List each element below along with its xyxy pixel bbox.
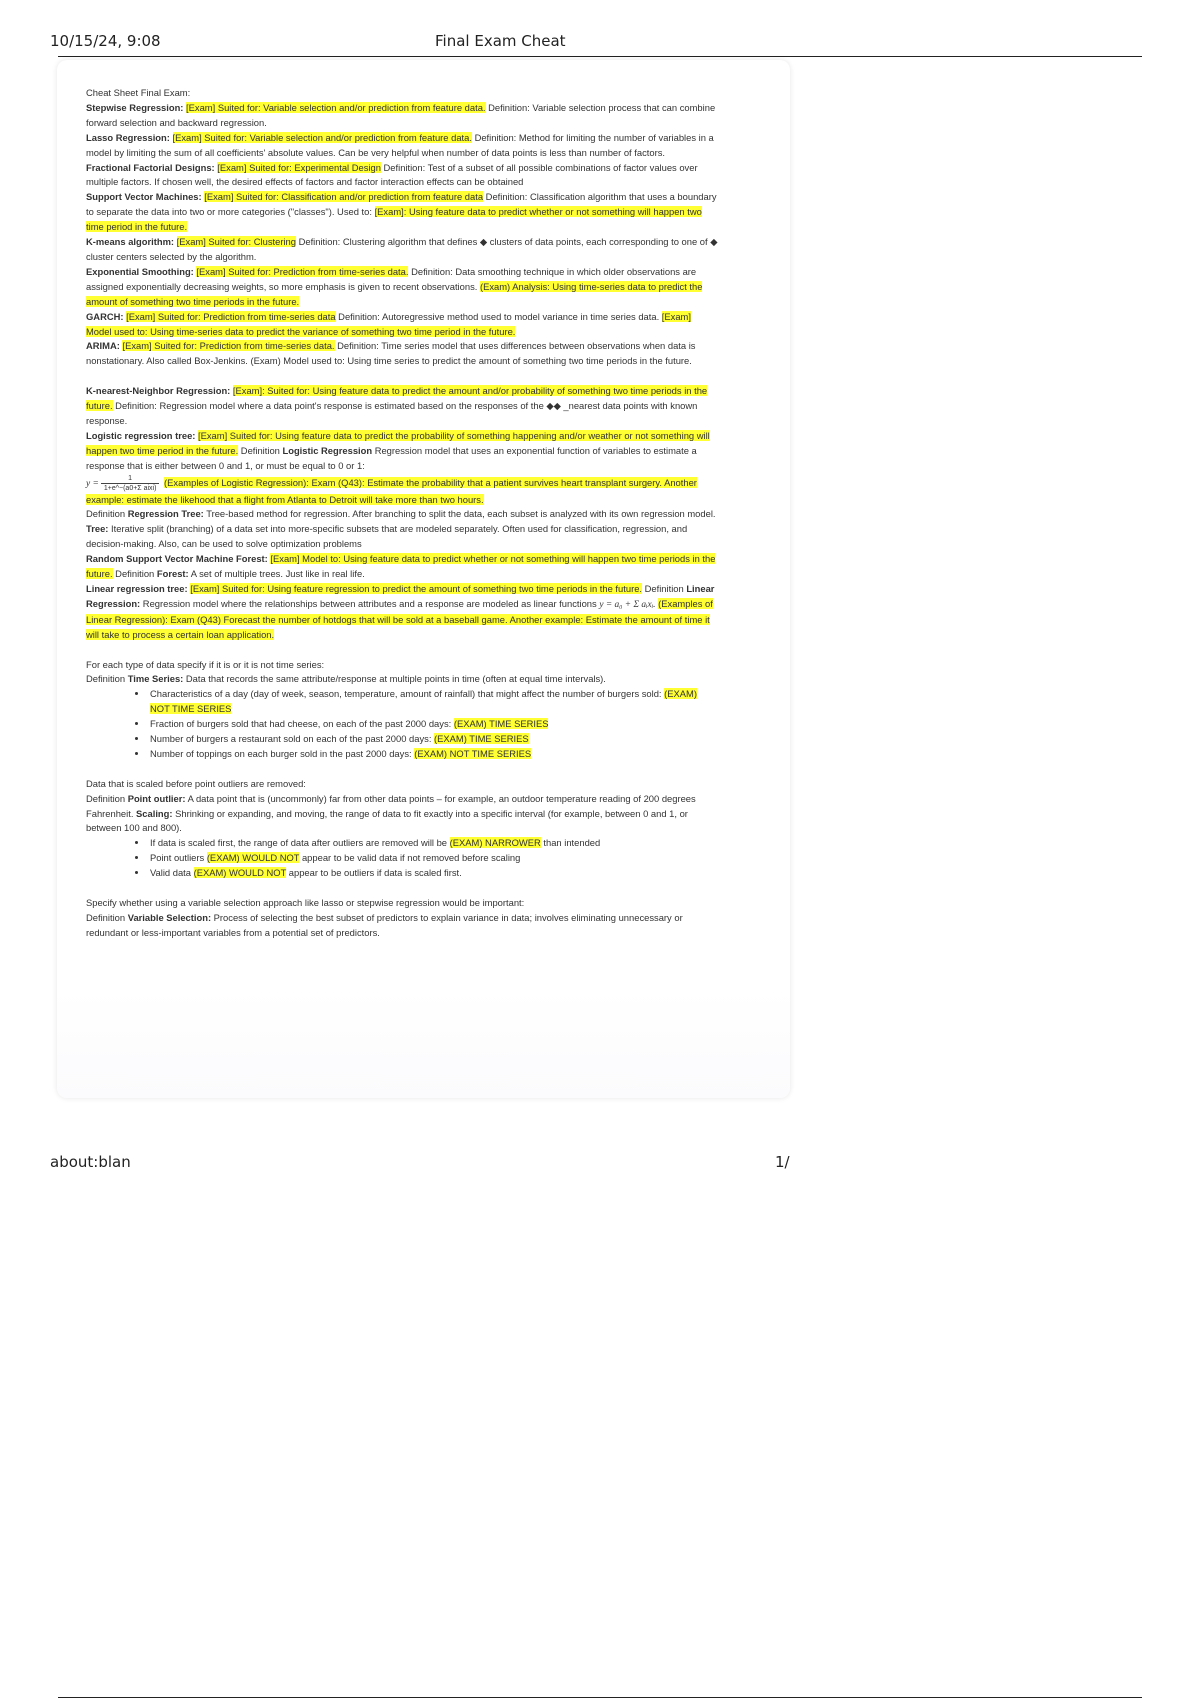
- list-item: • Fraction of burgers sold that had cheese, on each of the past 2000 days: (EXAM) TIME SERIES: [148, 717, 718, 732]
- scaling-list: [86, 836, 718, 881]
- entry-lasso: Lasso Regression: [Exam] Suited for: Variable selection and/or prediction from feature data. Definition: Method for limiting the number of variables in a model by limiting the sum of all coefficients' absolute values. Can be very helpful when number of data points is less than number of factors.: [86, 131, 714, 158]
- print-datetime: 10/15/24, 9:08: [50, 32, 161, 50]
- timeseries-question: For each type of data specify if it is or it is not time series:: [86, 658, 325, 670]
- spacer: [86, 643, 718, 658]
- exam-highlight: (Exam) Analysis: Using time-series data to predict the amount of something two time periods in the future.: [86, 280, 703, 307]
- logistic-equation-fraction: $\frac{1}{\text{1+e\textasciicircum{}−(a0+Σ aixi)}}$: [101, 474, 160, 493]
- footer-divider: [58, 1697, 1142, 1698]
- spacer: [86, 762, 718, 777]
- list-item: • Number of burgers a restaurant sold on each of the past 2000 days: (EXAM) TIME SERIES: [148, 732, 718, 747]
- exam-answer: (EXAM) WOULD NOT: [206, 852, 300, 864]
- spacer: [86, 881, 718, 896]
- exam-highlight: (Examples of Logistic Regression): Exam (Q43): Estimate the probability that a patient survives heart transplant surgery. Another example: estimate the likehood that a flight from Atlanta to Detroit will take more than two hours.: [86, 476, 697, 505]
- exam-answer: (EXAM) NOT TIME SERIES: [414, 747, 532, 759]
- exam-answer: (EXAM) TIME SERIES: [434, 733, 529, 745]
- list-item: • Characteristics of a day (day of week, season, temperature, amount of rainfall) that might affect the number of burgers sold: (EXAM) NOT TIME SERIES: [148, 687, 718, 717]
- varsel-question: Specify whether using a variable selection approach like lasso or stepwise regression would be important:: [86, 896, 525, 908]
- print-url: about:blan: [50, 1153, 131, 1171]
- exam-highlight: [Exam] Suited for: Variable selection and/or prediction from feature data.: [172, 131, 472, 143]
- entry-garch: GARCH: [Exam] Suited for: Prediction from time-series data Definition: Autoregressive method used to model variance in time series data. [Exam] Model used to: Using time-series data to predict the variance of something two time period in the future.: [86, 310, 691, 337]
- logistic-equation-lhs: y =: [86, 478, 99, 489]
- entry-fractional-factorial: Fractional Factorial Designs: [Exam] Suited for: Experimental Design Definition: Test of a subset of all possible combinations of factor values over multiple factors. If chosen well, the desired effects of factors and factor interaction effects can be obtained: [86, 161, 698, 188]
- entry-regression-tree: Definition Regression Tree: Tree-based method for regression. After branching to split the data, each subset is analyzed with its own regression model. Tree: Iterative split (branching) of a data set into more-specific subsets that are modeled separately. Often used for classification, regression, and decision-making. Also, can be used to solve optimization problems: [86, 508, 716, 550]
- exam-highlight: [Exam] Suited for: Clustering: [176, 236, 296, 248]
- logistic-equation-line: [86, 474, 718, 508]
- exam-highlight: [Exam] Model to: Using feature data to predict whether or not something will happen two time periods in the future.: [86, 553, 716, 580]
- exam-highlight: [Exam] Suited for: Variable selection and/or prediction from feature data.: [186, 101, 486, 113]
- list-item: • Valid data (EXAM) WOULD NOT appear to be outliers if data is scaled first.: [148, 866, 718, 881]
- exam-answer: (EXAM) TIME SERIES: [453, 718, 549, 730]
- document-body: [86, 86, 718, 941]
- entry-knn-regression: K-nearest-Neighbor Regression: [Exam]: Suited for: Using feature data to predict the amount and/or probability of something two time periods in the future. Definition: Regression model where a data point's response is estimated based on the responses of the ◆◆ _nearest data points with known response.: [86, 385, 708, 426]
- list-item: • Point outliers (EXAM) WOULD NOT appear to be valid data if not removed before scaling: [148, 851, 718, 866]
- entry-linear-regression: Linear regression tree: [Exam] Suited for: Using feature regression to predict the amount of something two time periods in the future. Definition Linear Regression: Regression model where the relationships between attributes and a response are modeled as linear functions y = a₀ + Σ aᵢxᵢ. (Examples of Linear Regression): Exam (Q43) Forecast the number of hotdogs that will be sold at a baseball game. Another example: Estimate the amount of time it will take to process a certain loan application.: [86, 582, 715, 640]
- scaling-definition: Definition Point outlier: A data point that is (uncommonly) far from other data points – for example, an outdoor temperature reading of 200 degrees Fahrenheit. Scaling: Shrinking or expanding, and moving, the range of data to fit exactly into a specific interval (for example, between 0 and 1, or between 100 and 800).: [86, 792, 696, 834]
- doc-heading: Cheat Sheet Final Exam:: [86, 87, 191, 98]
- exam-highlight: [Exam] Suited for: Classification and/or prediction from feature data: [204, 191, 484, 203]
- spacer: [86, 369, 718, 384]
- linear-equation: y = a₀ + Σ aᵢxᵢ.: [599, 599, 656, 610]
- exam-highlight: [Exam] Suited for: Using feature regression to predict the amount of something two time periods in the future.: [190, 582, 643, 594]
- varsel-definition: Definition Variable Selection: Process of selecting the best subset of predictors to explain variance in data; involves eliminating unnecessary or redundant or less-important variables from a potential set of predictors.: [86, 911, 683, 938]
- exam-answer: (EXAM) WOULD NOT: [193, 867, 287, 879]
- header-divider: [58, 56, 1142, 57]
- print-page-number: 1/: [775, 1153, 790, 1171]
- exam-highlight: [Exam]: Suited for: Using feature data to predict the amount and/or probability of something two time periods in the future.: [86, 385, 708, 412]
- entry-logistic-regression: Logistic regression tree: [Exam] Suited for: Using feature data to predict the probability of something happening and/or weather or not something will happen two time period in the future. Definition Logistic Regression Regression model that uses an exponential function of variables to estimate a response that is either between 0 and 1, or must be equal to 0 or 1:: [86, 429, 710, 471]
- entry-arima: ARIMA: [Exam] Suited for: Prediction from time-series data. Definition: Time series model that uses differences between observations when data is nonstationary. Also called Box-Jenkins. (Exam) Model used to: Using time series to predict the amount of something two time periods in the future.: [86, 340, 696, 367]
- entry-stepwise: Stepwise Regression: [Exam] Suited for: Variable selection and/or prediction from feature data. Definition: Variable selection process that can combine forward selection and backward regression.: [86, 101, 716, 128]
- timeseries-list: [86, 687, 718, 762]
- exam-highlight: [Exam] Model used to: Using time-series data to predict the variance of something two time period in the future.: [86, 310, 691, 337]
- list-item: • If data is scaled first, the range of data after outliers are removed will be (EXAM) NARROWER than intended: [148, 836, 718, 851]
- scaling-question: Data that is scaled before point outliers are removed:: [86, 777, 306, 789]
- entry-svm: Support Vector Machines: [Exam] Suited for: Classification and/or prediction from feature data Definition: Classification algorithm that uses a boundary to separate the data into two or more categories ("classes"). Used to: [Exam]: Using feature data to predict whether or not something will happen two time period in the future.: [86, 191, 717, 233]
- timeseries-definition: Definition Time Series: Data that records the same attribute/response at multiple points in time (often at equal time intervals).: [86, 673, 606, 685]
- list-item: • Number of toppings on each burger sold in the past 2000 days: (EXAM) NOT TIME SERIES: [148, 747, 718, 762]
- exam-highlight: (Examples of Linear Regression): Exam (Q43) Forecast the number of hotdogs that will be sold at a baseball game. Another example: Estimate the amount of time it will take to process a certain loan application.: [86, 597, 713, 640]
- exam-highlight: [Exam] Suited for: Prediction from time-series data.: [122, 340, 335, 352]
- entry-kmeans: K-means algorithm: [Exam] Suited for: Clustering Definition: Clustering algorithm that defines ◆ clusters of data points, each corresponding to one of ◆ cluster centers selected by the algorithm.: [86, 236, 718, 262]
- exam-highlight: [Exam] Suited for: Prediction from time-series data.: [196, 265, 409, 277]
- print-page-title: Final Exam Cheat: [435, 32, 566, 50]
- entry-exponential-smoothing: Exponential Smoothing: [Exam] Suited for: Prediction from time-series data. Definition: Data smoothing technique in which older observations are assigned exponentially decreasing weights, so more emphasis is given to recent observations. (Exam) Analysis: Using time-series data to predict the amount of something two time periods in the future.: [86, 265, 703, 307]
- exam-answer: (EXAM) NOT TIME SERIES: [150, 688, 697, 715]
- exam-highlight: [Exam] Suited for: Prediction from time-series data: [126, 310, 336, 322]
- exam-highlight: [Exam] Suited for: Experimental Design: [217, 161, 381, 173]
- entry-random-svm-forest: Random Support Vector Machine Forest: [Exam] Model to: Using feature data to predict whether or not something will happen two time periods in the future. Definition Forest: A set of multiple trees. Just like in real life.: [86, 553, 716, 580]
- exam-highlight: [Exam] Suited for: Using feature data to predict the probability of something happening and/or weather or not something will happen two time period in the future.: [86, 429, 710, 456]
- exam-answer: (EXAM) NARROWER: [449, 837, 541, 849]
- exam-highlight: [Exam]: Using feature data to predict whether or not something will happen two time period in the future.: [86, 206, 702, 233]
